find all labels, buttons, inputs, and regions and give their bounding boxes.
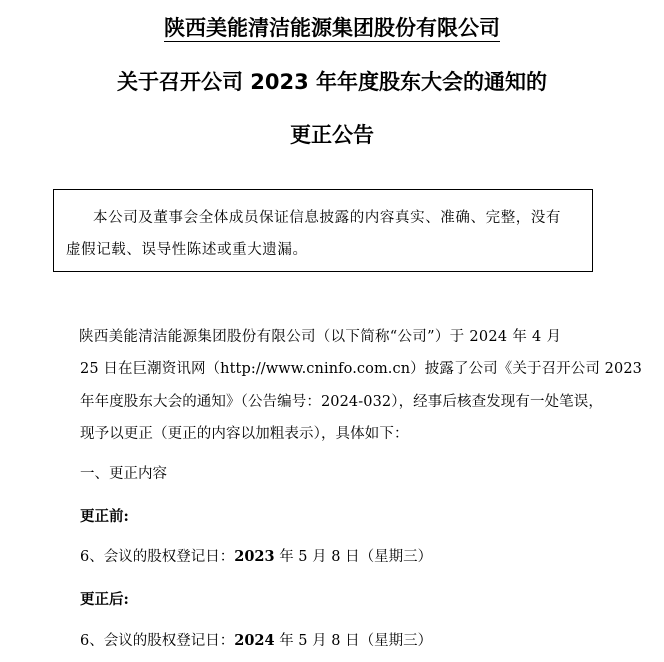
body-paragraph-line-4: 现予以更正（更正的内容以加粗表示），具体如下： bbox=[80, 426, 409, 442]
before-item-prefix: 6、会议的股权登记日： bbox=[80, 549, 235, 565]
disclaimer-line-2: 虚假记载、误导性陈述或重大遗漏。 bbox=[66, 242, 308, 258]
disclaimer-box bbox=[53, 189, 593, 272]
after-item-prefix: 6、会议的股权登记日： bbox=[80, 633, 235, 649]
announcement-title-line-2: 关于召开公司 2023 年年度股东大会的通知的 bbox=[116, 70, 548, 94]
after-correction-label: 更正后: bbox=[80, 591, 129, 608]
announcement-title-line-3: 更正公告 bbox=[290, 123, 374, 147]
after-item-year: 2024 bbox=[234, 632, 275, 649]
body-paragraph-line-1: 陕西美能清洁能源集团股份有限公司（以下简称“公司”）于 2024 年 4 月 bbox=[79, 329, 562, 345]
after-correction-item bbox=[80, 631, 432, 651]
before-item-suffix: 年 5 月 8 日（星期三） bbox=[274, 549, 433, 565]
before-item-year: 2023 bbox=[234, 548, 275, 565]
company-name-text: 陕西美能清洁能源集团股份有限公司 bbox=[164, 16, 500, 40]
company-name-title bbox=[0, 14, 664, 42]
disclaimer-line-1: 本公司及董事会全体成员保证信息披露的内容真实、准确、完整，没有 bbox=[93, 210, 562, 226]
before-correction-label: 更正前: bbox=[80, 508, 129, 525]
after-item-suffix: 年 5 月 8 日（星期三） bbox=[274, 633, 433, 649]
body-paragraph-line-3: 年年度股东大会的通知》（公告编号：2024-032），经事后核查发现有一处笔误， bbox=[80, 394, 603, 410]
before-correction-item bbox=[80, 547, 432, 567]
section-heading-correction: 一、更正内容 bbox=[80, 466, 167, 482]
body-paragraph-line-2: 25 日在巨潮资讯网（http://www.cninfo.com.cn）披露了公司《关于召开公司 2023 bbox=[80, 361, 642, 377]
